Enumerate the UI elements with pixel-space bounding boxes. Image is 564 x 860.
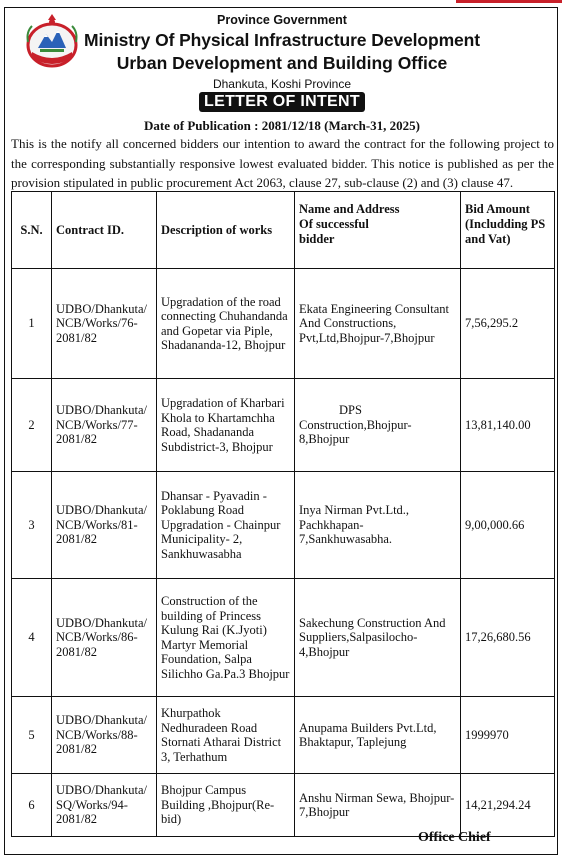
intro-paragraph: This is the notify all concerned bidders our intention to award the contract for the following project to the corresponding substantially responsive lowest evaluated bidder. This notice is published as per the provision stipulated in public procurement Act 2063, clause 27, sub-clause (2) and (3) clause 47.: [11, 136, 554, 190]
row-description: Upgradation of the road connecting Chuhandanda and Gopetar via Piple, Shadananda-12, Bhojpur: [157, 269, 295, 379]
row-description: Construction of the building of Princess Kulung Rai (K.Jyoti) Martyr Memorial Foundation, Salpa Silichho Ga.Pa.3 Bhojpur: [157, 579, 295, 697]
row-description: Upgradation of Kharbari Khola to Khartamchha Road, Shadananda Subdistrict-3, Bhojpur: [157, 379, 295, 472]
row-bidder: Inya Nirman Pvt.Ltd., Pachkhapan-7,Sankhuwasabha.: [295, 472, 461, 579]
notice-title: LETTER OF INTENT: [199, 92, 365, 112]
table-row: [12, 579, 555, 697]
header-bid-amount: [461, 192, 555, 269]
row-amount: 9,00,000.66: [461, 472, 555, 579]
table-row: [12, 697, 555, 774]
row-contract-id: UDBO/Dhankuta/ NCB/Works/81-2081/82: [52, 472, 157, 579]
publication-date: Date of Publication : 2081/12/18 (March-31, 2025): [144, 118, 420, 133]
row-description: Khurpathok Nedhuradeen Road Stornati Atharai District 3, Terhathum: [157, 697, 295, 774]
row-amount: 7,56,295.2: [461, 269, 555, 379]
table-row: [12, 379, 555, 472]
row-sn: 6: [12, 774, 52, 837]
header-contract-id: Contract ID.: [52, 192, 157, 269]
table-header-row: [12, 192, 555, 269]
ministry-heading: Ministry Of Physical Infrastructure Development: [84, 30, 480, 50]
table-row: [12, 472, 555, 579]
top-accent-rule: [456, 0, 562, 3]
row-contract-id: UDBO/Dhankuta/ SQ/Works/94-2081/82: [52, 774, 157, 837]
row-sn: 4: [12, 579, 52, 697]
row-sn: 5: [12, 697, 52, 774]
header-description: Description of works: [157, 192, 295, 269]
notice-title-wrap: [0, 92, 564, 112]
row-sn: 2: [12, 379, 52, 472]
row-bidder: Ekata Engineering Consultant And Constructions, Pvt,Ltd,Bhojpur-7,Bhojpur: [295, 269, 461, 379]
header-bidder: [295, 192, 461, 269]
row-sn: 3: [12, 472, 52, 579]
row-contract-id: UDBO/Dhankuta/ NCB/Works/76-2081/82: [52, 269, 157, 379]
row-amount: 1999970: [461, 697, 555, 774]
header-amount-line: (Includding PS: [465, 217, 546, 231]
row-bidder: [295, 379, 461, 472]
row-contract-id: UDBO/Dhankuta/ NCB/Works/77-2081/82: [52, 379, 157, 472]
signature-office-chief: Office Chief: [418, 830, 491, 845]
row-description: Bhojpur Campus Building ,Bhojpur(Re-bid): [157, 774, 295, 837]
header-amount-line: Bid Amount: [465, 202, 530, 216]
header-sn: S.N.: [12, 192, 52, 269]
row-amount: 14,21,294.24: [461, 774, 555, 837]
province-heading: Province Government: [217, 13, 347, 27]
office-heading: Urban Development and Building Office: [116, 53, 448, 73]
award-table: [11, 191, 555, 837]
row-amount: 17,26,680.56: [461, 579, 555, 697]
row-bidder-line: DPS: [339, 403, 362, 418]
row-description: Dhansar - Pyavadin - Poklabung Road Upgradation - Chainpur Municipality- 2, Sankhuwasabha: [157, 472, 295, 579]
row-sn: 1: [12, 269, 52, 379]
header-bidder-line: Of successful: [299, 217, 369, 231]
row-bidder: Anshu Nirman Sewa, Bhojpur-7,Bhojpur: [295, 774, 461, 837]
row-contract-id: UDBO/Dhankuta/ NCB/Works/88-2081/82: [52, 697, 157, 774]
header-bidder-line: Name and Address: [299, 202, 400, 216]
row-bidder: Anupama Builders Pvt.Ltd, Bhaktapur, Taplejung: [295, 697, 461, 774]
row-bidder-line: Construction,Bhojpur-8,Bhojpur: [299, 417, 412, 447]
header-amount-line: and Vat): [465, 232, 511, 246]
office-location: Dhankuta, Koshi Province: [212, 77, 352, 91]
table-row: [12, 269, 555, 379]
header-bidder-line: bidder: [299, 232, 335, 246]
row-bidder: Sakechung Construction And Suppliers,Salpasilocho-4,Bhojpur: [295, 579, 461, 697]
row-contract-id: UDBO/Dhankuta/ NCB/Works/86-2081/82: [52, 579, 157, 697]
table-row: [12, 774, 555, 837]
row-amount: 13,81,140.00: [461, 379, 555, 472]
